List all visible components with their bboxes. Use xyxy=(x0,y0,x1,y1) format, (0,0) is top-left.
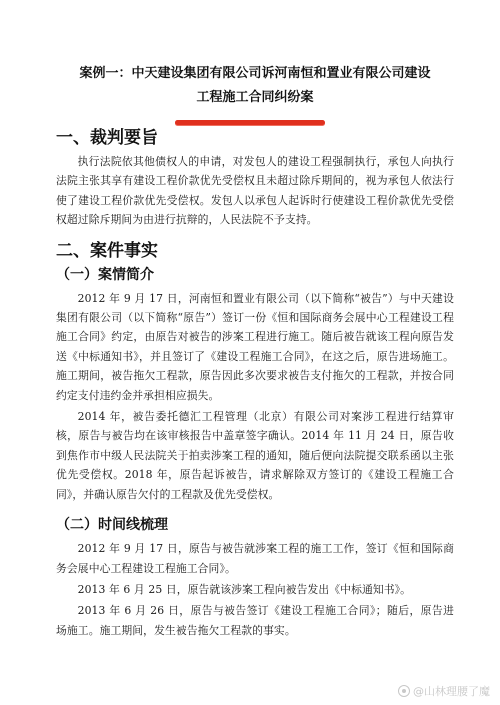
subsection2-heading: （二）时间线梳理 xyxy=(56,517,168,534)
timeline-paragraph: 2013 年 6 月 26 日，原告与被告签订《建设工程施工合同》；随后，原告进场施工。施工期间，发生被告拖欠工程款的事实。 xyxy=(56,604,454,637)
section2-heading: 二、案件事实 xyxy=(56,240,158,261)
watermark-text: @山林理腰了魔 xyxy=(413,685,490,698)
timeline-paragraph: 2013 年 6 月 25 日，原告就该涉案工程向被告发出《中标通知书》。 xyxy=(77,582,412,596)
watermark xyxy=(398,683,490,699)
case-summary-paragraph: 2014 年，被告委托德汇工程管理（北京）有限公司对案涉工程进行结算审核，原告与被告均在该审核报告中盖章签字确认。2014 年 11 月 24 日，原告收到焦作市中级人民法院关于拍卖涉案工程的通知，随后便向法院提交联系函以主张优先受偿权。2018 年，原告起诉被告，请求解除双方签订的《建设工程施工合同》，并确认原告欠付的工程款及优先受偿权。 xyxy=(56,410,454,501)
document-title-line2: 工程施工合同纠纷案 xyxy=(196,90,314,105)
document-title-line1: 案例一：中天建设集团有限公司诉河南恒和置业有限公司建设 xyxy=(79,66,431,81)
red-underline-mark xyxy=(175,120,325,125)
logo-icon xyxy=(398,685,410,697)
subsection1-heading: （一）案情简介 xyxy=(56,266,154,283)
case-summary-paragraph: 2012 年 9 月 17 日，河南恒和置业有限公司（以下简称“被告”）与中天建设集团有限公司（以下简称“原告”）签订一份《恒和国际商务会展中心工程建设工程施工合同》约定，由原告对被告的涉案工程进行施工。随后被告就该工程向原告发送《中标通知书》，并且签订了《建设工程施工合同》，在这之后，原告进场施工。施工期间，被告拖欠工程款，原告因此多次要求被告支付拖欠的工程款，并按合同约定支付违约金并承担相应损失。 xyxy=(56,291,454,402)
timeline-paragraph: 2012 年 9 月 17 日，原告与被告就涉案工程的施工工作，签订《恒和国际商务会展中心工程建设工程施工合同》。 xyxy=(56,542,454,575)
section1-heading: 一、裁判要旨 xyxy=(56,128,158,148)
section1-paragraph: 执行法院依其他债权人的申请，对发包人的建设工程强制执行，承包人向执行法院主张其享有建设工程价款优先受偿权且未超过除斥期间的，视为承包人依法行使了建设工程价款优先受偿权。发包人以承包人起诉时行使建设工程价款优先受偿权超过除斥期间为由进行抗辩的，人民法院不予支持。 xyxy=(56,155,454,227)
